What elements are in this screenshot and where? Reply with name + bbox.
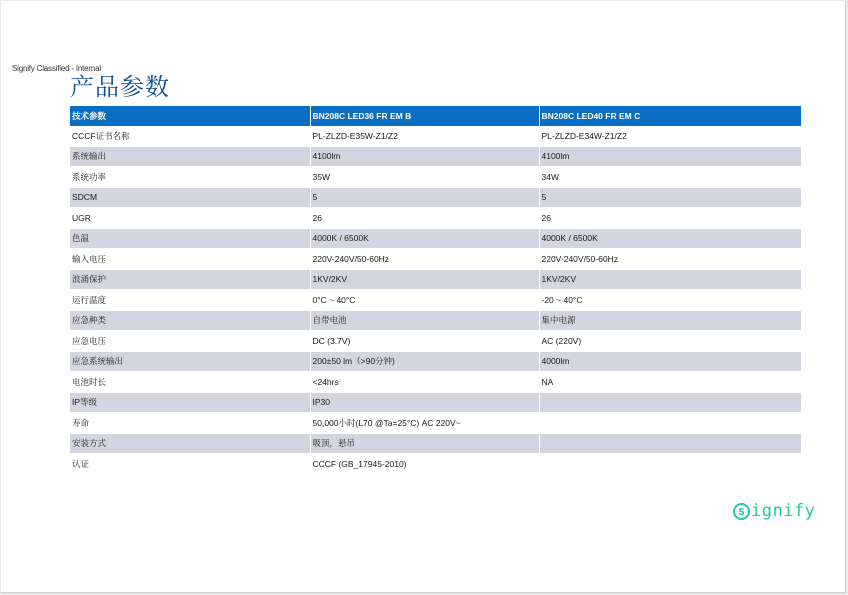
table-cell: 35W [310,167,539,188]
table-cell: AC (220V) [539,331,801,352]
table-row [70,331,801,352]
table-body [70,126,801,474]
table-cell: UGR [70,208,310,229]
table-cell: CCCF证书名称 [70,126,310,146]
table-cell: 应急系统输出 [70,351,310,372]
table-row [70,167,801,188]
header-cell-model-c: BN208C LED40 FR EM C [539,106,801,126]
table-cell: PL-ZLZD-E34W-Z1/Z2 [539,126,801,146]
table-cell: 认证 [70,454,310,475]
table-cell: 应急电压 [70,331,310,352]
table-cell: 1KV/2KV [539,269,801,290]
table-row [70,187,801,208]
table-cell: PL-ZLZD-E35W-Z1/Z2 [310,126,539,146]
table-row [70,413,801,434]
table-cell [539,413,801,434]
table-cell: IP等级 [70,392,310,413]
header-cell-model-b: BN208C LED36 FR EM B [310,106,539,126]
table-row [70,249,801,270]
table-row [70,372,801,393]
table-row [70,208,801,229]
table-cell: 5 [539,187,801,208]
table-cell: 220V-240V/50-60Hz [539,249,801,270]
table-cell: 4000K / 6500K [310,228,539,249]
table-row [70,228,801,249]
table-cell: 浪涌保护 [70,269,310,290]
page-title: 产品参数 [70,73,170,101]
table-row [70,392,801,413]
table-cell: 系统输出 [70,146,310,167]
table-row [70,126,801,146]
table-cell: 吸顶，悬吊 [310,433,539,454]
table-row [70,146,801,167]
table-cell: -20 ~ 40°C [539,290,801,311]
signify-logo [733,501,815,521]
table-cell: 220V-240V/50-60Hz [310,249,539,270]
header-cell-parameter: 技术参数 [70,106,310,126]
table-cell: IP30 [310,392,539,413]
table-cell: 色温 [70,228,310,249]
table-cell: <24hrs [310,372,539,393]
table-cell: 4100lm [310,146,539,167]
table-cell: 200±50 lm（>90分钟) [310,351,539,372]
table-cell: 运行温度 [70,290,310,311]
table-cell: 34W [539,167,801,188]
table-cell: 输入电压 [70,249,310,270]
table-row [70,290,801,311]
table-cell: 26 [539,208,801,229]
table-cell: 5 [310,187,539,208]
table-cell: 安装方式 [70,433,310,454]
table-cell [539,392,801,413]
logo-s-icon: s [733,503,750,520]
table-cell: 26 [310,208,539,229]
table-cell: 4000K / 6500K [539,228,801,249]
table-cell: NA [539,372,801,393]
table-cell: 0°C ~ 40°C [310,290,539,311]
table-cell [539,433,801,454]
table-cell: DC (3.7V) [310,331,539,352]
table-row [70,310,801,331]
table-cell: 50,000小时(L70 @Ta=25°C) AC 220V~ [310,413,539,434]
classification-label: Signify Classified - Internal [12,64,101,73]
table-cell: 自带电池 [310,310,539,331]
table-row [70,433,801,454]
table-cell: 寿命 [70,413,310,434]
table-header-row [70,106,801,126]
table-cell: 应急种类 [70,310,310,331]
table-cell: 4000lm [539,351,801,372]
table-cell: 电池时长 [70,372,310,393]
table-cell: 集中电源 [539,310,801,331]
table-row [70,269,801,290]
table-cell [539,454,801,475]
logo-text: ignify [751,501,816,521]
table-row [70,454,801,475]
table-cell: CCCF (GB_17945-2010) [310,454,539,475]
table-cell: 系统功率 [70,167,310,188]
table-cell: 1KV/2KV [310,269,539,290]
spec-table [70,106,802,475]
table-cell: 4100lm [539,146,801,167]
table-row [70,351,801,372]
slide [1,1,846,593]
table-cell: SDCM [70,187,310,208]
